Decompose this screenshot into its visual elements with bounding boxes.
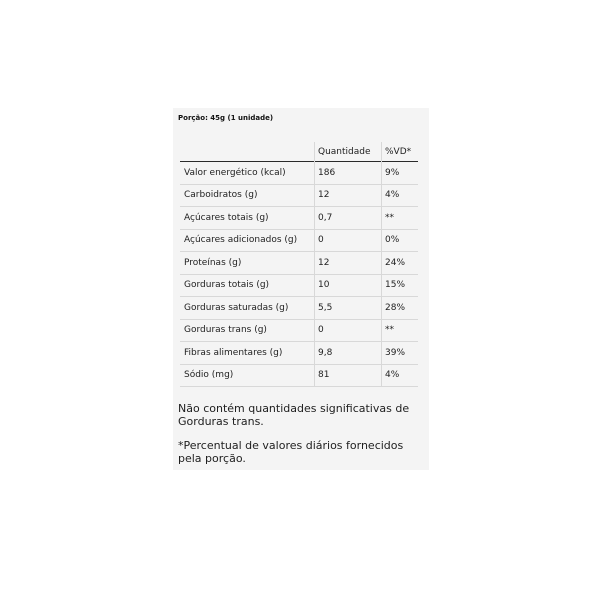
table-row (180, 320, 418, 343)
nutrient-daily-value: 4% (385, 190, 400, 201)
nutrient-amount: 186 (318, 167, 336, 178)
nutrient-name: Proteínas (g) (184, 257, 242, 268)
nutrient-daily-value: 15% (385, 280, 406, 291)
table-row (180, 275, 418, 298)
nutrient-daily-value: 39% (385, 347, 406, 358)
daily-value-footnote: *Percentual de valores diários fornecidos pela porção. (178, 439, 404, 465)
header-daily-value: %VD* (385, 146, 412, 157)
nutrition-table (180, 142, 418, 387)
nutrient-daily-value: ** (385, 325, 394, 336)
nutrient-name: Valor energético (kcal) (184, 167, 286, 178)
nutrient-daily-value: 9% (385, 167, 400, 178)
header-quantity: Quantidade (318, 146, 371, 157)
column-divider (381, 142, 382, 387)
nutrient-name: Açúcares totais (g) (184, 212, 269, 223)
nutrient-amount: 12 (318, 257, 330, 268)
nutrient-name: Carboidratos (g) (184, 190, 258, 201)
nutrition-facts-panel (173, 108, 429, 470)
nutrient-amount: 9,8 (318, 347, 333, 358)
nutrient-amount: 0,7 (318, 212, 333, 223)
nutrient-amount: 12 (318, 190, 330, 201)
nutrient-amount: 10 (318, 280, 330, 291)
table-row (180, 230, 418, 253)
table-row (180, 252, 418, 275)
nutrient-daily-value: 28% (385, 302, 406, 313)
table-row (180, 297, 418, 320)
nutrient-amount: 81 (318, 370, 330, 381)
nutrient-name: Gorduras totais (g) (184, 280, 270, 291)
nutrient-daily-value: 0% (385, 235, 400, 246)
nutrient-amount: 0 (318, 325, 324, 336)
table-row (180, 162, 418, 185)
table-row (180, 207, 418, 230)
nutrient-daily-value: 24% (385, 257, 406, 268)
nutrient-amount: 5,5 (318, 302, 333, 313)
table-header-row (180, 142, 418, 162)
nutrient-name: Fibras alimentares (g) (184, 347, 283, 358)
nutrient-daily-value: 4% (385, 370, 400, 381)
nutrient-name: Gorduras trans (g) (184, 325, 267, 336)
table-row (180, 365, 418, 388)
portion-size: Porção: 45g (1 unidade) (178, 114, 274, 122)
table-row (180, 342, 418, 365)
nutrient-amount: 0 (318, 235, 324, 246)
nutrient-name: Sódio (mg) (184, 370, 234, 381)
nutrient-daily-value: ** (385, 212, 394, 223)
nutrient-name: Gorduras saturadas (g) (184, 302, 289, 313)
table-notes (178, 403, 424, 465)
table-row (180, 185, 418, 208)
nutrient-name: Açúcares adicionados (g) (184, 235, 298, 246)
trans-fat-note: Não contém quantidades significativas de Gorduras trans. (178, 402, 410, 428)
column-divider (314, 142, 315, 387)
